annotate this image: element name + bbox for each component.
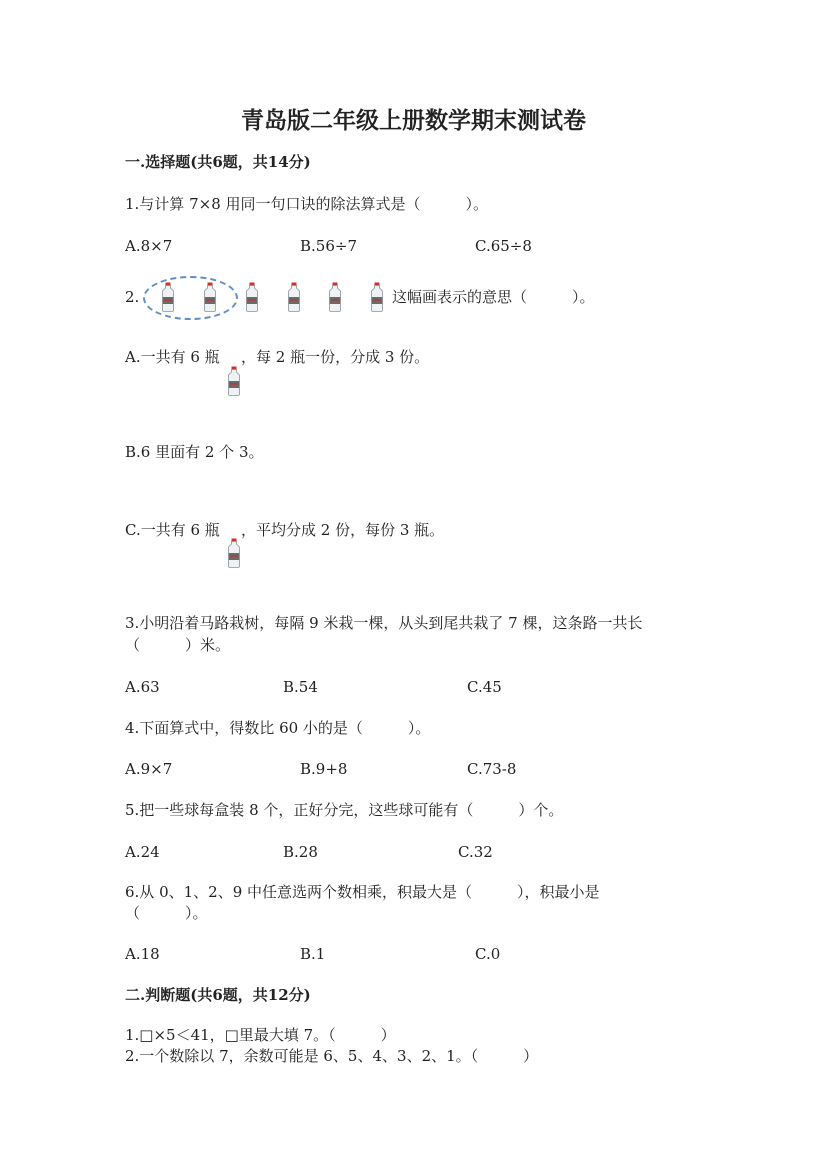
water-bottle-icon [328,282,342,312]
water-bottle-icon [370,282,384,312]
question-1-option-a: A.8×7 [125,237,173,255]
question-1-option-c: C.65÷8 [475,237,532,255]
section-heading-choice: 一.选择题(共6题，共14分) [125,153,311,171]
question-5-option-b: B.28 [283,843,318,861]
question-3-stem-line1: 3.小明沿着马路栽树，每隔 9 米栽一棵，从头到尾共栽了 7 棵，这条路一共长 [125,614,643,632]
question-6-option-a: A.18 [125,945,160,963]
judgement-2: 2.一个数除以 7，余数可能是 6、5、4、3、2、1。（ ） [125,1047,539,1065]
question-2-option-c-prefix: C.一共有 6 瓶 [125,521,220,539]
question-5-option-a: A.24 [125,843,160,861]
dashed-group-oval [143,276,238,320]
question-3-option-b: B.54 [283,678,318,696]
water-bottle-icon [245,282,259,312]
question-3-option-c: C.45 [467,678,502,696]
question-2-option-a-suffix: ，每 2 瓶一份，分成 3 份。 [241,348,430,366]
section-heading-judgement: 二.判断题(共6题，共12分) [125,986,311,1004]
question-6-stem-line2: （ ）。 [125,904,208,922]
question-2-option-a-prefix: A.一共有 6 瓶 [125,348,220,366]
question-1-option-b: B.56÷7 [300,237,357,255]
question-1-stem: 1.与计算 7×8 用同一句口诀的除法算式是（ ）。 [125,195,489,213]
water-bottle-icon [287,282,301,312]
water-bottle-icon [161,282,175,312]
question-4-option-a: A.9×7 [125,760,173,778]
question-6-stem-line1: 6.从 0、1、2、9 中任意选两个数相乘，积最大是（ ），积最小是 [125,883,600,901]
question-2-option-b: B.6 里面有 2 个 3。 [125,443,264,461]
water-bottle-icon [203,282,217,312]
question-5-option-c: C.32 [458,843,493,861]
question-2-stem: 这幅画表示的意思（ ）。 [392,288,595,306]
question-2-number: 2. [125,288,140,306]
question-6-option-b: B.1 [300,945,326,963]
water-bottle-icon [227,538,241,568]
judgement-1: 1.□×5＜41，□里最大填 7。（ ） [125,1026,396,1044]
question-2-option-c-suffix: ，平均分成 2 份，每份 3 瓶。 [241,521,445,539]
question-3-stem-line2: （ ）米。 [125,636,231,654]
question-4-option-b: B.9+8 [300,760,348,778]
page-title: 青岛版二年级上册数学期末测试卷 [241,107,586,134]
question-3-option-a: A.63 [125,678,160,696]
question-5-stem: 5.把一些球每盒装 8 个，正好分完，这些球可能有（ ）个。 [125,801,564,819]
question-4-option-c: C.73-8 [467,760,517,778]
question-6-option-c: C.0 [475,945,501,963]
water-bottle-icon [227,366,241,396]
question-4-stem: 4.下面算式中，得数比 60 小的是（ ）。 [125,719,431,737]
